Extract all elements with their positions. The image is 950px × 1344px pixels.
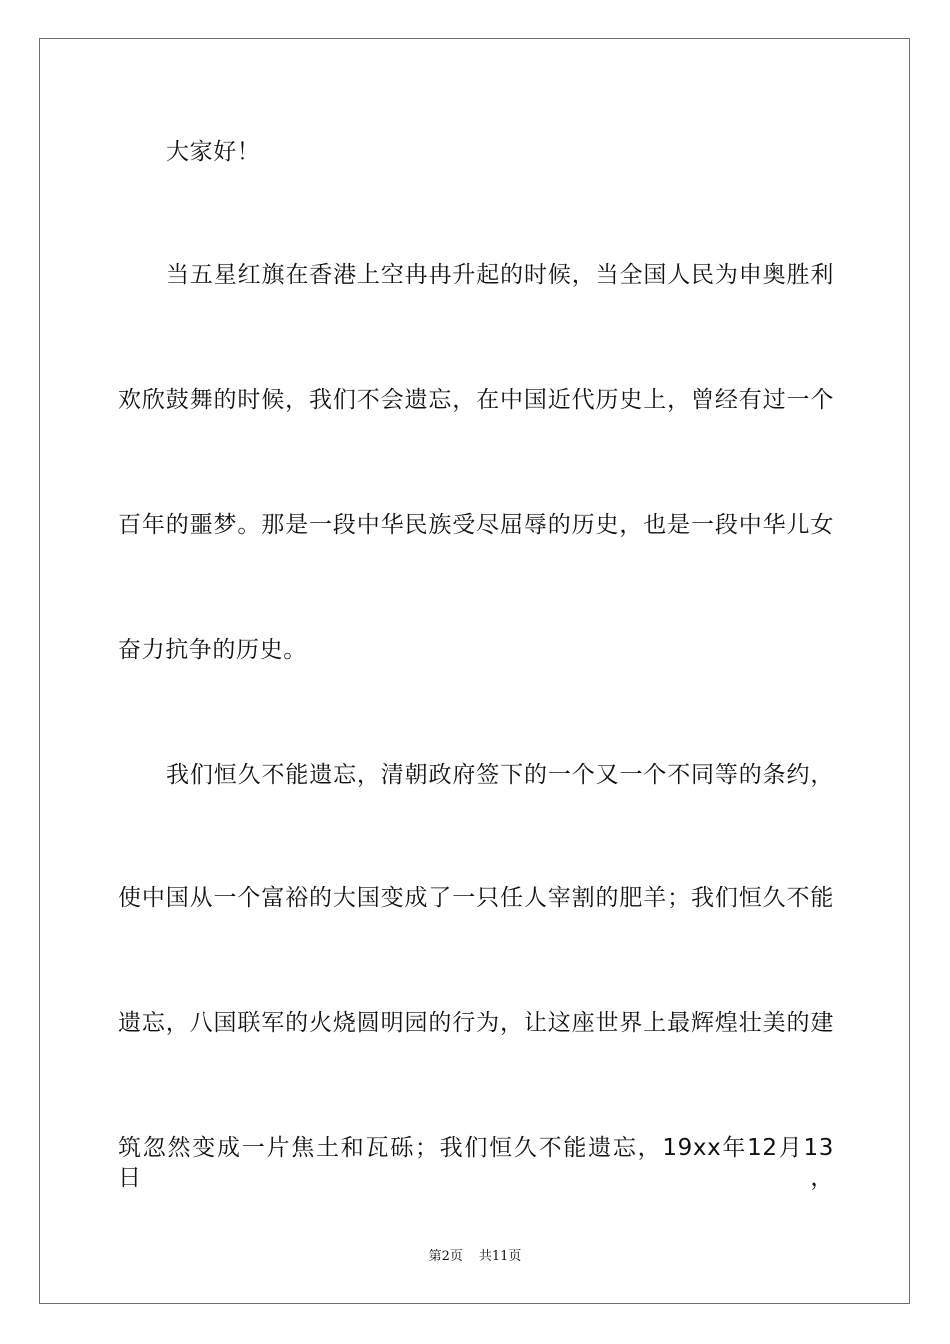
page-number: 第2页 <box>428 1249 463 1264</box>
paragraph-1-line-3: 百年的噩梦。那是一段中华民族受尽屈辱的历史，也是一段中华儿女 <box>118 512 834 538</box>
paragraph-2-line-3: 遗忘，八国联军的火烧圆明园的行为，让这座世界上最辉煌壮美的建 <box>118 1010 834 1036</box>
page-frame <box>39 38 910 1304</box>
page-total: 共11页 <box>478 1249 522 1264</box>
paragraph-2-line-4: 筑忽然变成一片焦土和瓦砾；我们恒久不能遗忘，19xx年12月13日， <box>118 1135 834 1191</box>
paragraph-1-line-2: 欢欣鼓舞的时候，我们不会遗忘，在中国近代历史上，曾经有过一个 <box>118 387 834 413</box>
paragraph-2-line-2: 使中国从一个富裕的大国变成了一只任人宰割的肥羊；我们恒久不能 <box>118 885 834 911</box>
paragraph-1-line-1: 当五星红旗在香港上空冉冉升起的时候，当全国人民为申奥胜利 <box>166 262 834 288</box>
paragraph-1-line-4: 奋力抗争的历史。 <box>118 637 307 663</box>
paragraph-2-line-1: 我们恒久不能遗忘，清朝政府签下的一个又一个不同等的条约， <box>166 762 834 788</box>
greeting-line: 大家好！ <box>166 139 261 165</box>
page-footer <box>0 1248 950 1266</box>
